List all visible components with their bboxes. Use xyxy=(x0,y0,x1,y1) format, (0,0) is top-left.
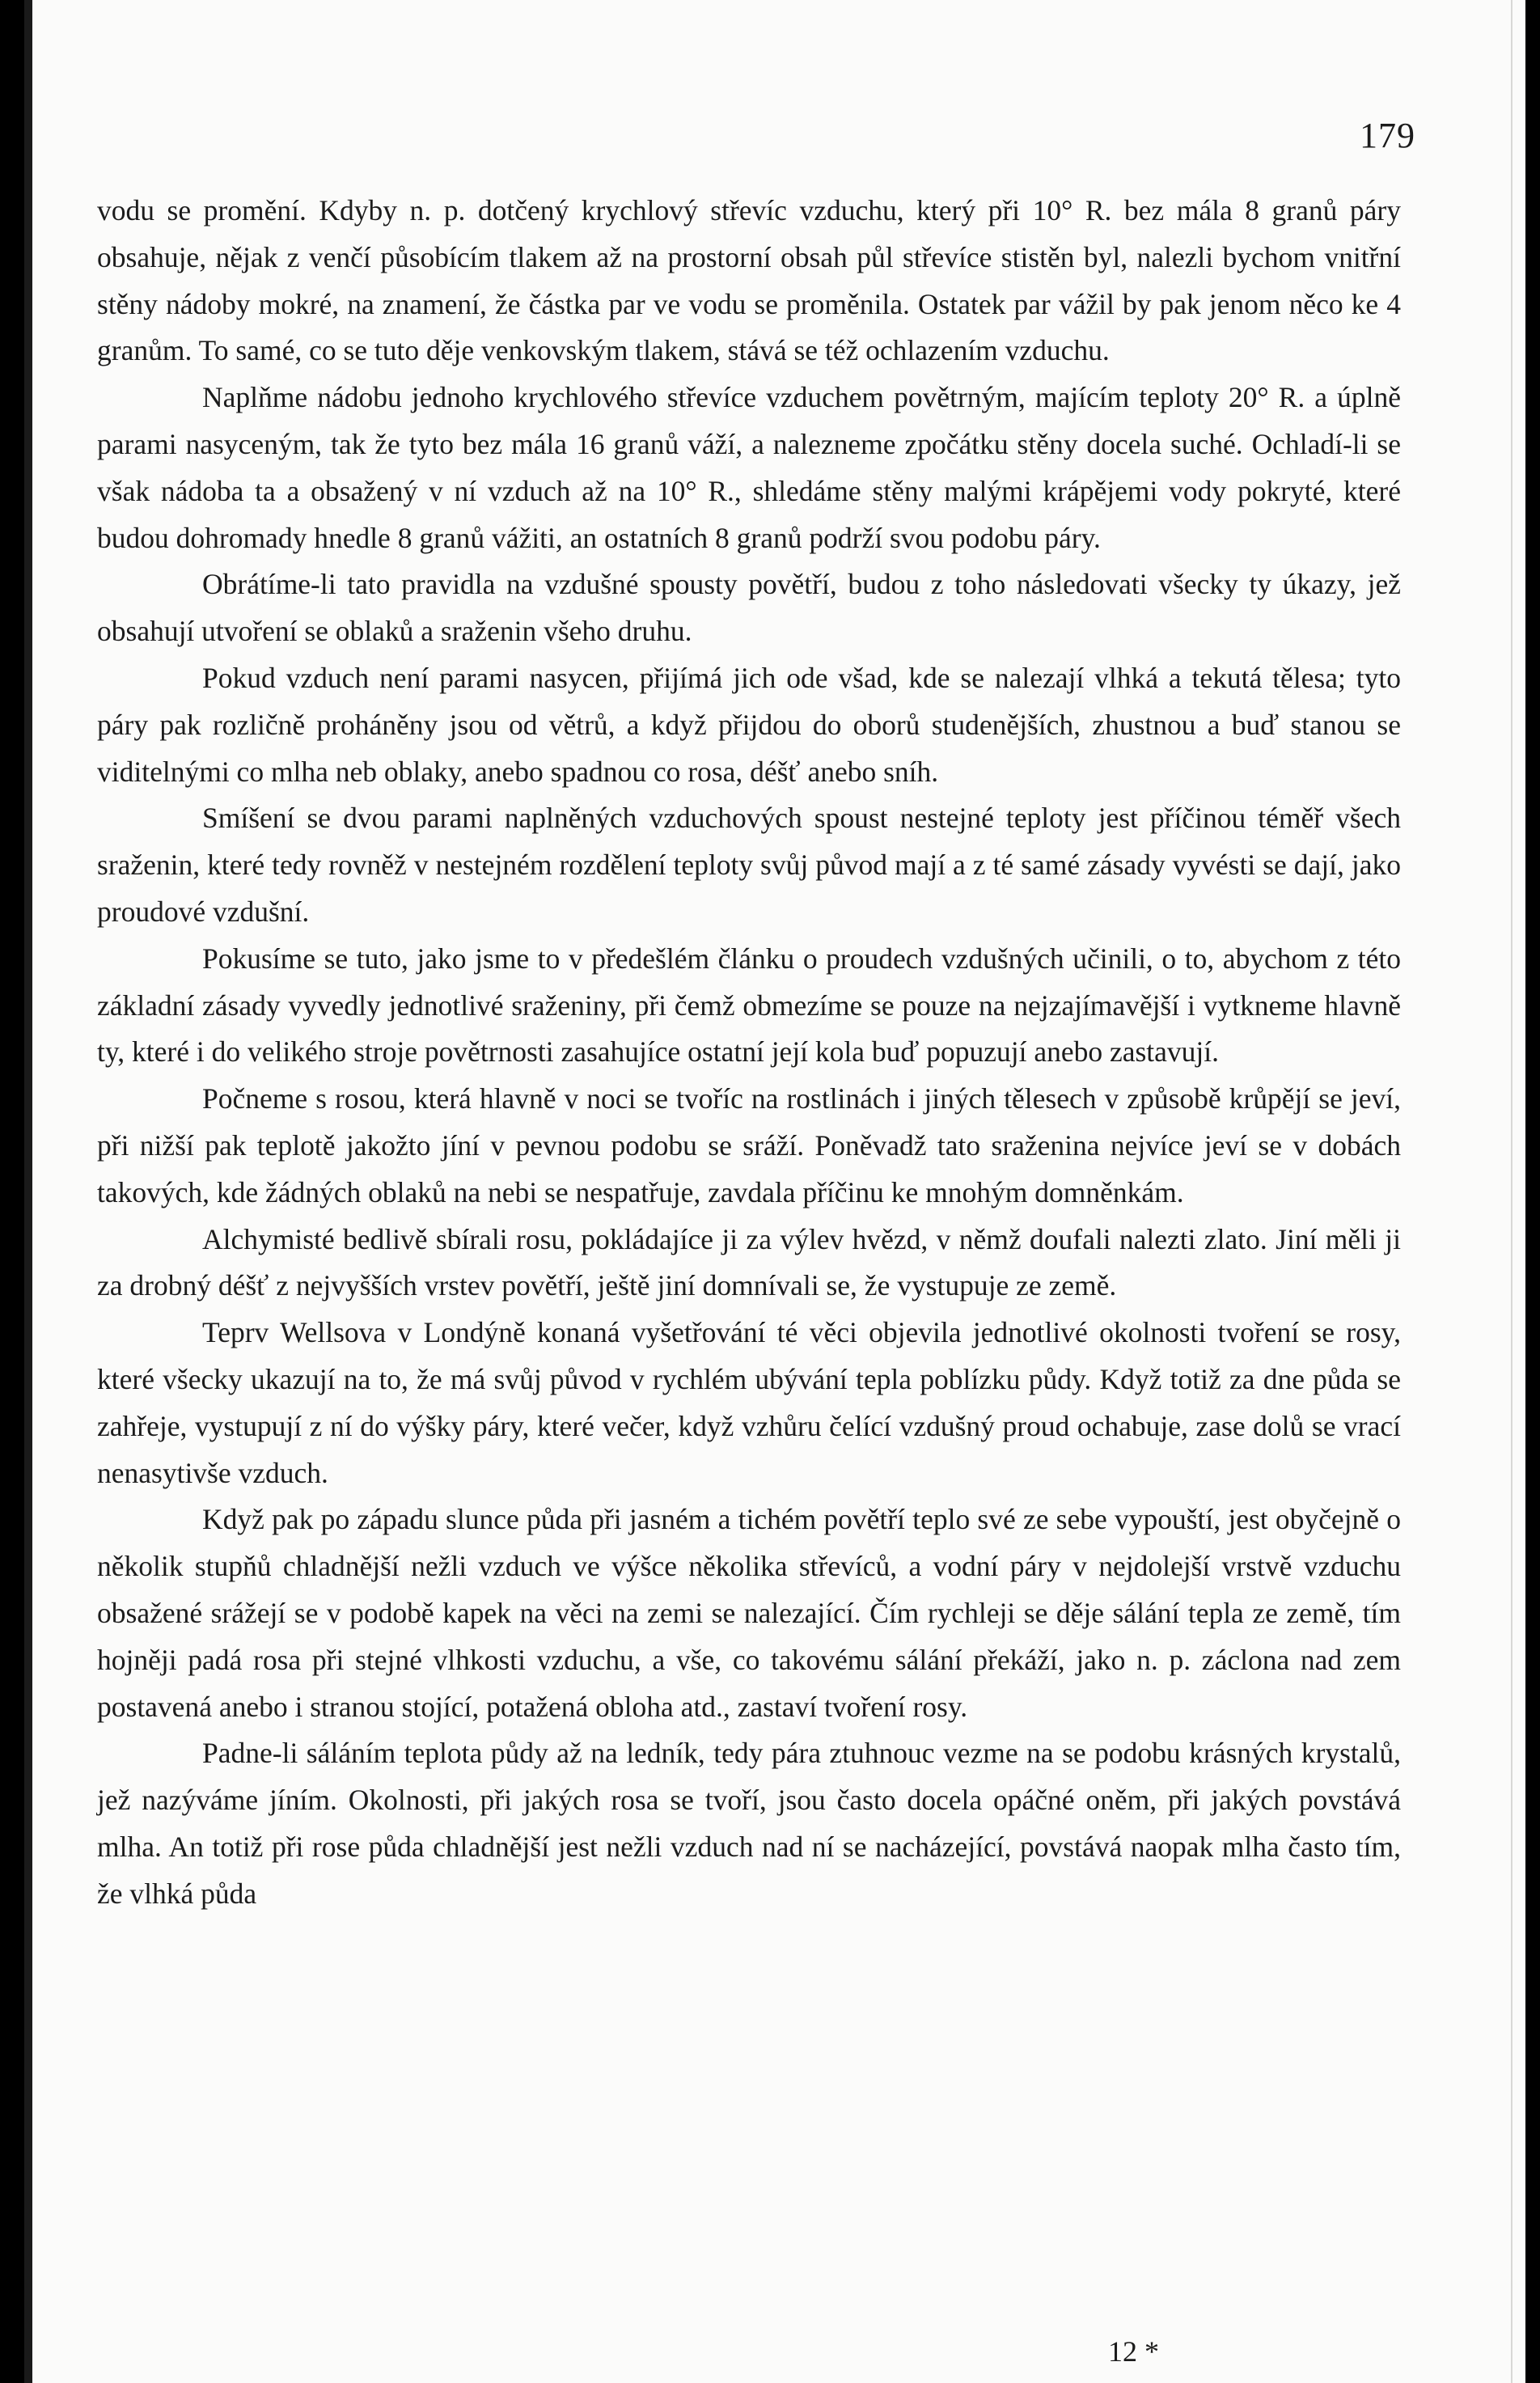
paragraph: vodu se promění. Kdyby n. p. dotčený krychlový střevíc vzduchu, který při 10° R. bez mála 8 granů páry obsahuje, nějak z venčí působícím tlakem až na prostorní obsah půl střevíce stistěn byl, nalezli bychom vnitřní stěny nádoby mokré, na znamení, že částka par ve vodu se proměnila. Ostatek par vážil by pak jenom něco ke 4 granům. To samé, co se tuto děje venkovským tlakem, stává se též ochlazením vzduchu. xyxy=(97,194,1401,367)
page-edge xyxy=(1511,0,1512,2383)
paragraph: Smíšení se dvou parami naplněných vzduchových spoust nestejné teploty jest příčinou téměř všech sraženin, které tedy rovněž v nestejném rozdělení teploty svůj původ mají a z té samé zásady vyvésti se dají, jako proudové vzdušní. xyxy=(97,802,1401,928)
paragraph: Teprv Wellsova v Londýně konaná vyšetřování té věci objevila jednotlivé okolnosti tvoření se rosy, které všecky ukazují na to, že má svůj původ v rychlém ubývání tepla poblízku půdy. Když totiž za dne půda se zahřeje, vystupují z ní do výšky páry, které večer, když vzhůru čelící vzdušný proud ochabuje, zase dolů se vrací nenasytivše vzduch. xyxy=(97,1316,1401,1489)
signature-mark: 12 * xyxy=(1108,2335,1159,2368)
book-page xyxy=(24,0,1525,2383)
paragraph: Pokud vzduch není parami nasycen, přijímá jich ode všad, kde se nalezají vlhká a tekutá tělesa; tyto páry pak rozličně proháněny jsou od větrů, a když přijdou do oborů studenějších, zhustnou a buď stanou se viditelnými co mlha neb oblaky, anebo spadnou co rosa, déšť anebo sníh. xyxy=(97,661,1401,788)
paragraph: Naplňme nádobu jednoho krychlového střevíce vzduchem povětrným, majícím teploty 20° R. a úplně parami nasyceným, tak že tyto bez mála 16 granů váží, a nalezneme zpočátku stěny docela suché. Ochladí-li se však nádoba ta a obsažený v ní vzduch až na 10° R., shledáme stěny malými krápějemi vody pokryté, které budou dohromady hnedle 8 granů vážiti, an ostatních 8 granů podrží svou podobu páry. xyxy=(97,381,1401,554)
paragraph: Počneme s rosou, která hlavně v noci se tvoříc na rostlinách i jiných tělesech v způsobě krůpějí se jeví, při nižší pak teplotě jakožto jíní v pevnou podobu se sráží. Poněvadž tato sraženina nejvíce jeví se v dobách takových, kde žádných oblaků na nebi se nespatřuje, zavdala příčinu ke mnohým domněnkám. xyxy=(97,1082,1401,1208)
paragraph: Obrátíme-li tato pravidla na vzdušné spousty povětří, budou z toho následovati všecky ty úkazy, jež obsahují utvoření se oblaků a sraženin všeho druhu. xyxy=(97,568,1401,648)
paragraph: Pokusíme se tuto, jako jsme to v předešlém článku o proudech vzdušných učinili, o to, abychom z této základní zásady vyvedly jednotlivé sraženiny, při čemž obmezíme se pouze na nejzajímavější i vytkneme hlavně ty, které i do velikého stroje povětrnosti zasahujíce ostatní její kola buď popuzují anebo zastavují. xyxy=(97,942,1401,1069)
paragraph: Když pak po západu slunce půda při jasném a tichém povětří teplo své ze sebe vypouští, jest obyčejně o několik stupňů chladnější nežli vzduch ve výšce několika střevíců, a vodní páry v nejdolejší vrstvě vzduchu obsažené srážejí se v podobě kapek na věci na zemi se nalezající. Čím rychleji se děje sálání tepla ze země, tím hojněji padá rosa při stejné vlhkosti vzduchu, a vše, co takovému sálání překáží, jako n. p. záclona nad zem postavená anebo i stranou stojící, potažená obloha atd., zastaví tvoření rosy. xyxy=(97,1503,1401,1723)
page-number: 179 xyxy=(1360,116,1415,155)
paragraph: Alchymisté bedlivě sbírali rosu, pokládajíce ji za výlev hvězd, v němž doufali nalezti zlato. Jiní měli ji za drobný déšť z nejvyšších vrstev povětří, ještě jiní domnívali se, že vystupuje ze země. xyxy=(97,1222,1401,1302)
body-text xyxy=(97,188,1401,1917)
paragraph: Padne-li sáláním teplota půdy až na ledník, tedy pára ztuhnouc vezme na se podobu krásných krystalů, jež nazýváme jíním. Okolnosti, při jakých rosa se tvoří, jsou často docela opáčné oněm, při jakých povstává mlha. An totiž při rose půda chladnější jest nežli vzduch nad ní se nacházející, povstává naopak mlha často tím, že vlhká půda xyxy=(97,1737,1401,1910)
